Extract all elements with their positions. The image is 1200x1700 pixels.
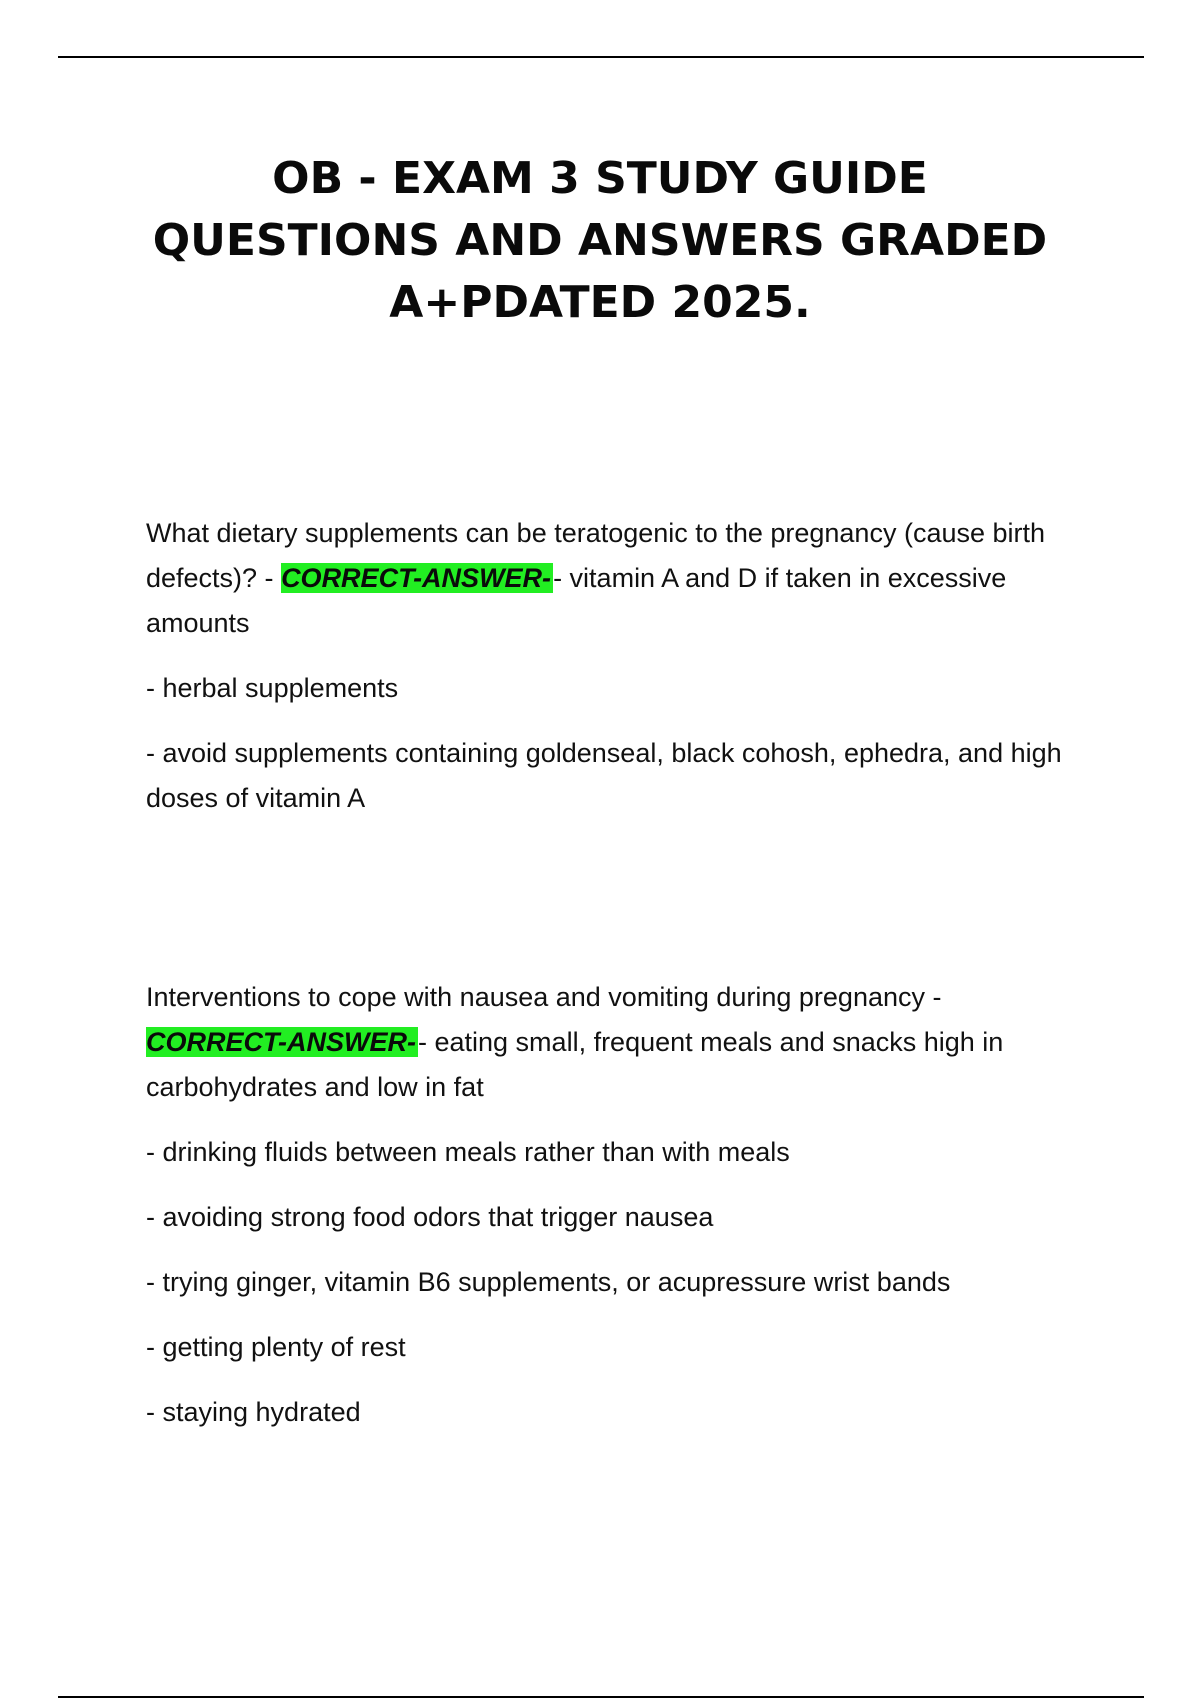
title-line: OB - EXAM 3 STUDY GUIDE (272, 153, 928, 204)
answer-point: - avoiding strong food odors that trigger nausea (146, 1202, 714, 1232)
answer-point: - avoid supplements containing goldenseal, black cohosh, ephedra, and high doses of vitamin A (146, 738, 1062, 813)
answer-point: - drinking fluids between meals rather than with meals (146, 1137, 790, 1167)
answer-point: - herbal supplements (146, 673, 399, 703)
bottom-rule (58, 1696, 1144, 1698)
question-text: What dietary supplements can be teratogenic to the pregnancy (cause birth defects)? - (146, 518, 1046, 593)
question-paragraph (146, 511, 1086, 646)
answer-point: - getting plenty of rest (146, 1332, 406, 1362)
question-paragraph (146, 975, 1086, 1110)
qa-item (146, 975, 1086, 1435)
answer-point: - trying ginger, vitamin B6 supplements, or acupressure wrist bands (146, 1267, 951, 1297)
answer-point: - staying hydrated (146, 1397, 361, 1427)
correct-answer-tag: CORRECT-ANSWER- (281, 563, 552, 593)
answer-text: - eating small, frequent meals and snacks high in carbohydrates and low in fat (146, 1027, 1004, 1102)
document-title (100, 148, 1100, 334)
top-rule (58, 56, 1144, 58)
correct-answer-tag: CORRECT-ANSWER- (146, 1027, 416, 1057)
title-line: QUESTIONS AND ANSWERS GRADED (152, 215, 1048, 266)
title-line: A+PDATED 2025. (389, 277, 811, 328)
question-text: Interventions to cope with nausea and vomiting during pregnancy - (146, 982, 942, 1012)
qa-item (146, 511, 1086, 821)
answer-text: - vitamin A and D if taken in excessive amounts (146, 563, 1007, 638)
